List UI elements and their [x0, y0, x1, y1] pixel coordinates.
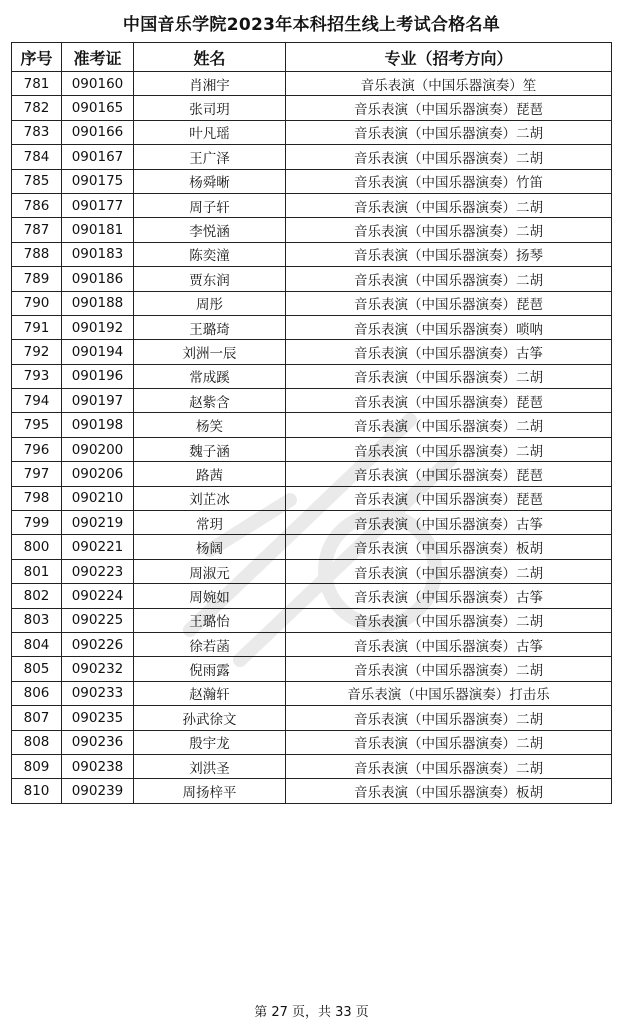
- cell-name: 赵紫含: [134, 389, 286, 413]
- cell-serial: 784: [12, 145, 62, 169]
- cell-name: 魏子涵: [134, 437, 286, 461]
- table-row: [12, 169, 612, 193]
- cell-serial: 808: [12, 730, 62, 754]
- cell-major: 音乐表演（中国乐器演奏）二胡: [286, 730, 612, 754]
- cell-major: 音乐表演（中国乐器演奏）二胡: [286, 437, 612, 461]
- cell-major: 音乐表演（中国乐器演奏）打击乐: [286, 681, 612, 705]
- cell-serial: 803: [12, 608, 62, 632]
- cell-serial: 786: [12, 193, 62, 217]
- cell-major: 音乐表演（中国乐器演奏）二胡: [286, 754, 612, 778]
- table-row: [12, 511, 612, 535]
- cell-exam-id: 090192: [62, 315, 134, 339]
- cell-serial: 802: [12, 584, 62, 608]
- header-name: 姓名: [134, 43, 286, 72]
- cell-major: 音乐表演（中国乐器演奏）笙: [286, 72, 612, 96]
- cell-name: 杨阔: [134, 535, 286, 559]
- cell-name: 赵瀚轩: [134, 681, 286, 705]
- cell-exam-id: 090198: [62, 413, 134, 437]
- table-row: [12, 559, 612, 583]
- cell-name: 徐若菡: [134, 632, 286, 656]
- table-row: [12, 340, 612, 364]
- cell-name: 杨舜晰: [134, 169, 286, 193]
- cell-name: 周婉如: [134, 584, 286, 608]
- cell-serial: 805: [12, 657, 62, 681]
- table-row: [12, 389, 612, 413]
- cell-name: 肖湘宇: [134, 72, 286, 96]
- cell-major: 音乐表演（中国乐器演奏）琵琶: [286, 462, 612, 486]
- cell-serial: 783: [12, 120, 62, 144]
- table-row: [12, 706, 612, 730]
- cell-exam-id: 090221: [62, 535, 134, 559]
- table-row: [12, 120, 612, 144]
- cell-exam-id: 090219: [62, 511, 134, 535]
- cell-serial: 798: [12, 486, 62, 510]
- cell-name: 贾东润: [134, 267, 286, 291]
- cell-exam-id: 090194: [62, 340, 134, 364]
- cell-major: 音乐表演（中国乐器演奏）古筝: [286, 632, 612, 656]
- header-exam-id: 准考证: [62, 43, 134, 72]
- cell-exam-id: 090235: [62, 706, 134, 730]
- cell-exam-id: 090225: [62, 608, 134, 632]
- cell-serial: 795: [12, 413, 62, 437]
- cell-name: 杨笑: [134, 413, 286, 437]
- table-row: [12, 291, 612, 315]
- cell-name: 刘芷冰: [134, 486, 286, 510]
- table-row: [12, 681, 612, 705]
- cell-major: 音乐表演（中国乐器演奏）二胡: [286, 218, 612, 242]
- cell-exam-id: 090223: [62, 559, 134, 583]
- table-header-row: [12, 43, 612, 72]
- cell-exam-id: 090177: [62, 193, 134, 217]
- cell-exam-id: 090197: [62, 389, 134, 413]
- table-row: [12, 193, 612, 217]
- cell-name: 路茜: [134, 462, 286, 486]
- cell-major: 音乐表演（中国乐器演奏）二胡: [286, 706, 612, 730]
- cell-serial: 789: [12, 267, 62, 291]
- table-row: [12, 657, 612, 681]
- table-row: [12, 72, 612, 96]
- cell-name: 叶凡瑶: [134, 120, 286, 144]
- cell-serial: 796: [12, 437, 62, 461]
- cell-major: 音乐表演（中国乐器演奏）二胡: [286, 120, 612, 144]
- cell-serial: 806: [12, 681, 62, 705]
- table-body: [12, 72, 612, 804]
- cell-serial: 785: [12, 169, 62, 193]
- cell-name: 王璐怡: [134, 608, 286, 632]
- cell-serial: 792: [12, 340, 62, 364]
- cell-serial: 797: [12, 462, 62, 486]
- cell-major: 音乐表演（中国乐器演奏）二胡: [286, 413, 612, 437]
- cell-name: 殷宇龙: [134, 730, 286, 754]
- table-row: [12, 730, 612, 754]
- cell-major: 音乐表演（中国乐器演奏）古筝: [286, 584, 612, 608]
- cell-serial: 790: [12, 291, 62, 315]
- cell-exam-id: 090226: [62, 632, 134, 656]
- cell-serial: 782: [12, 96, 62, 120]
- cell-major: 音乐表演（中国乐器演奏）板胡: [286, 779, 612, 803]
- cell-serial: 787: [12, 218, 62, 242]
- cell-exam-id: 090236: [62, 730, 134, 754]
- table-row: [12, 315, 612, 339]
- cell-major: 音乐表演（中国乐器演奏）扬琴: [286, 242, 612, 266]
- cell-name: 孙武徐文: [134, 706, 286, 730]
- cell-major: 音乐表演（中国乐器演奏）板胡: [286, 535, 612, 559]
- cell-major: 音乐表演（中国乐器演奏）琵琶: [286, 389, 612, 413]
- cell-major: 音乐表演（中国乐器演奏）二胡: [286, 559, 612, 583]
- page-footer: 第 27 页，共 33 页: [254, 1005, 369, 1020]
- cell-major: 音乐表演（中国乐器演奏）二胡: [286, 267, 612, 291]
- cell-serial: 781: [12, 72, 62, 96]
- cell-name: 王广泽: [134, 145, 286, 169]
- results-table: [11, 42, 612, 804]
- cell-major: 音乐表演（中国乐器演奏）古筝: [286, 511, 612, 535]
- table-row: [12, 608, 612, 632]
- table-row: [12, 242, 612, 266]
- cell-exam-id: 090166: [62, 120, 134, 144]
- cell-name: 陈奕潼: [134, 242, 286, 266]
- cell-exam-id: 090160: [62, 72, 134, 96]
- cell-name: 张司玥: [134, 96, 286, 120]
- cell-major: 音乐表演（中国乐器演奏）二胡: [286, 608, 612, 632]
- cell-exam-id: 090186: [62, 267, 134, 291]
- table-row: [12, 413, 612, 437]
- cell-major: 音乐表演（中国乐器演奏）琵琶: [286, 291, 612, 315]
- cell-serial: 810: [12, 779, 62, 803]
- cell-exam-id: 090167: [62, 145, 134, 169]
- cell-name: 周彤: [134, 291, 286, 315]
- cell-exam-id: 090233: [62, 681, 134, 705]
- table-row: [12, 584, 612, 608]
- cell-major: 音乐表演（中国乐器演奏）琵琶: [286, 486, 612, 510]
- cell-name: 周扬梓平: [134, 779, 286, 803]
- cell-serial: 799: [12, 511, 62, 535]
- cell-exam-id: 090200: [62, 437, 134, 461]
- cell-name: 刘洲一辰: [134, 340, 286, 364]
- cell-name: 常玥: [134, 511, 286, 535]
- table-row: [12, 437, 612, 461]
- cell-exam-id: 090188: [62, 291, 134, 315]
- table-row: [12, 632, 612, 656]
- cell-name: 周淑元: [134, 559, 286, 583]
- cell-serial: 804: [12, 632, 62, 656]
- cell-serial: 801: [12, 559, 62, 583]
- header-major: 专业（招考方向）: [286, 43, 612, 72]
- cell-name: 倪雨露: [134, 657, 286, 681]
- cell-major: 音乐表演（中国乐器演奏）二胡: [286, 193, 612, 217]
- cell-serial: 788: [12, 242, 62, 266]
- cell-exam-id: 090238: [62, 754, 134, 778]
- cell-exam-id: 090175: [62, 169, 134, 193]
- cell-major: 音乐表演（中国乐器演奏）竹笛: [286, 169, 612, 193]
- cell-major: 音乐表演（中国乐器演奏）二胡: [286, 145, 612, 169]
- cell-exam-id: 090196: [62, 364, 134, 388]
- cell-exam-id: 090210: [62, 486, 134, 510]
- cell-major: 音乐表演（中国乐器演奏）琵琶: [286, 96, 612, 120]
- cell-exam-id: 090183: [62, 242, 134, 266]
- table-row: [12, 535, 612, 559]
- cell-major: 音乐表演（中国乐器演奏）古筝: [286, 340, 612, 364]
- cell-exam-id: 090239: [62, 779, 134, 803]
- cell-name: 刘洪圣: [134, 754, 286, 778]
- page-title: 中国音乐学院2023年本科招生线上考试合格名单: [122, 15, 501, 35]
- cell-name: 王璐琦: [134, 315, 286, 339]
- table-row: [12, 96, 612, 120]
- cell-major: 音乐表演（中国乐器演奏）唢呐: [286, 315, 612, 339]
- cell-serial: 791: [12, 315, 62, 339]
- cell-major: 音乐表演（中国乐器演奏）二胡: [286, 364, 612, 388]
- cell-exam-id: 090206: [62, 462, 134, 486]
- cell-exam-id: 090181: [62, 218, 134, 242]
- cell-serial: 809: [12, 754, 62, 778]
- table-row: [12, 267, 612, 291]
- cell-exam-id: 090232: [62, 657, 134, 681]
- table-row: [12, 779, 612, 803]
- cell-serial: 807: [12, 706, 62, 730]
- cell-exam-id: 090224: [62, 584, 134, 608]
- table-row: [12, 364, 612, 388]
- cell-serial: 793: [12, 364, 62, 388]
- cell-serial: 800: [12, 535, 62, 559]
- table-row: [12, 754, 612, 778]
- cell-name: 周子轩: [134, 193, 286, 217]
- table-row: [12, 145, 612, 169]
- cell-name: 常成蹊: [134, 364, 286, 388]
- table-row: [12, 462, 612, 486]
- cell-exam-id: 090165: [62, 96, 134, 120]
- table-row: [12, 486, 612, 510]
- table-row: [12, 218, 612, 242]
- cell-major: 音乐表演（中国乐器演奏）二胡: [286, 657, 612, 681]
- cell-name: 李悦涵: [134, 218, 286, 242]
- header-serial: 序号: [12, 43, 62, 72]
- cell-serial: 794: [12, 389, 62, 413]
